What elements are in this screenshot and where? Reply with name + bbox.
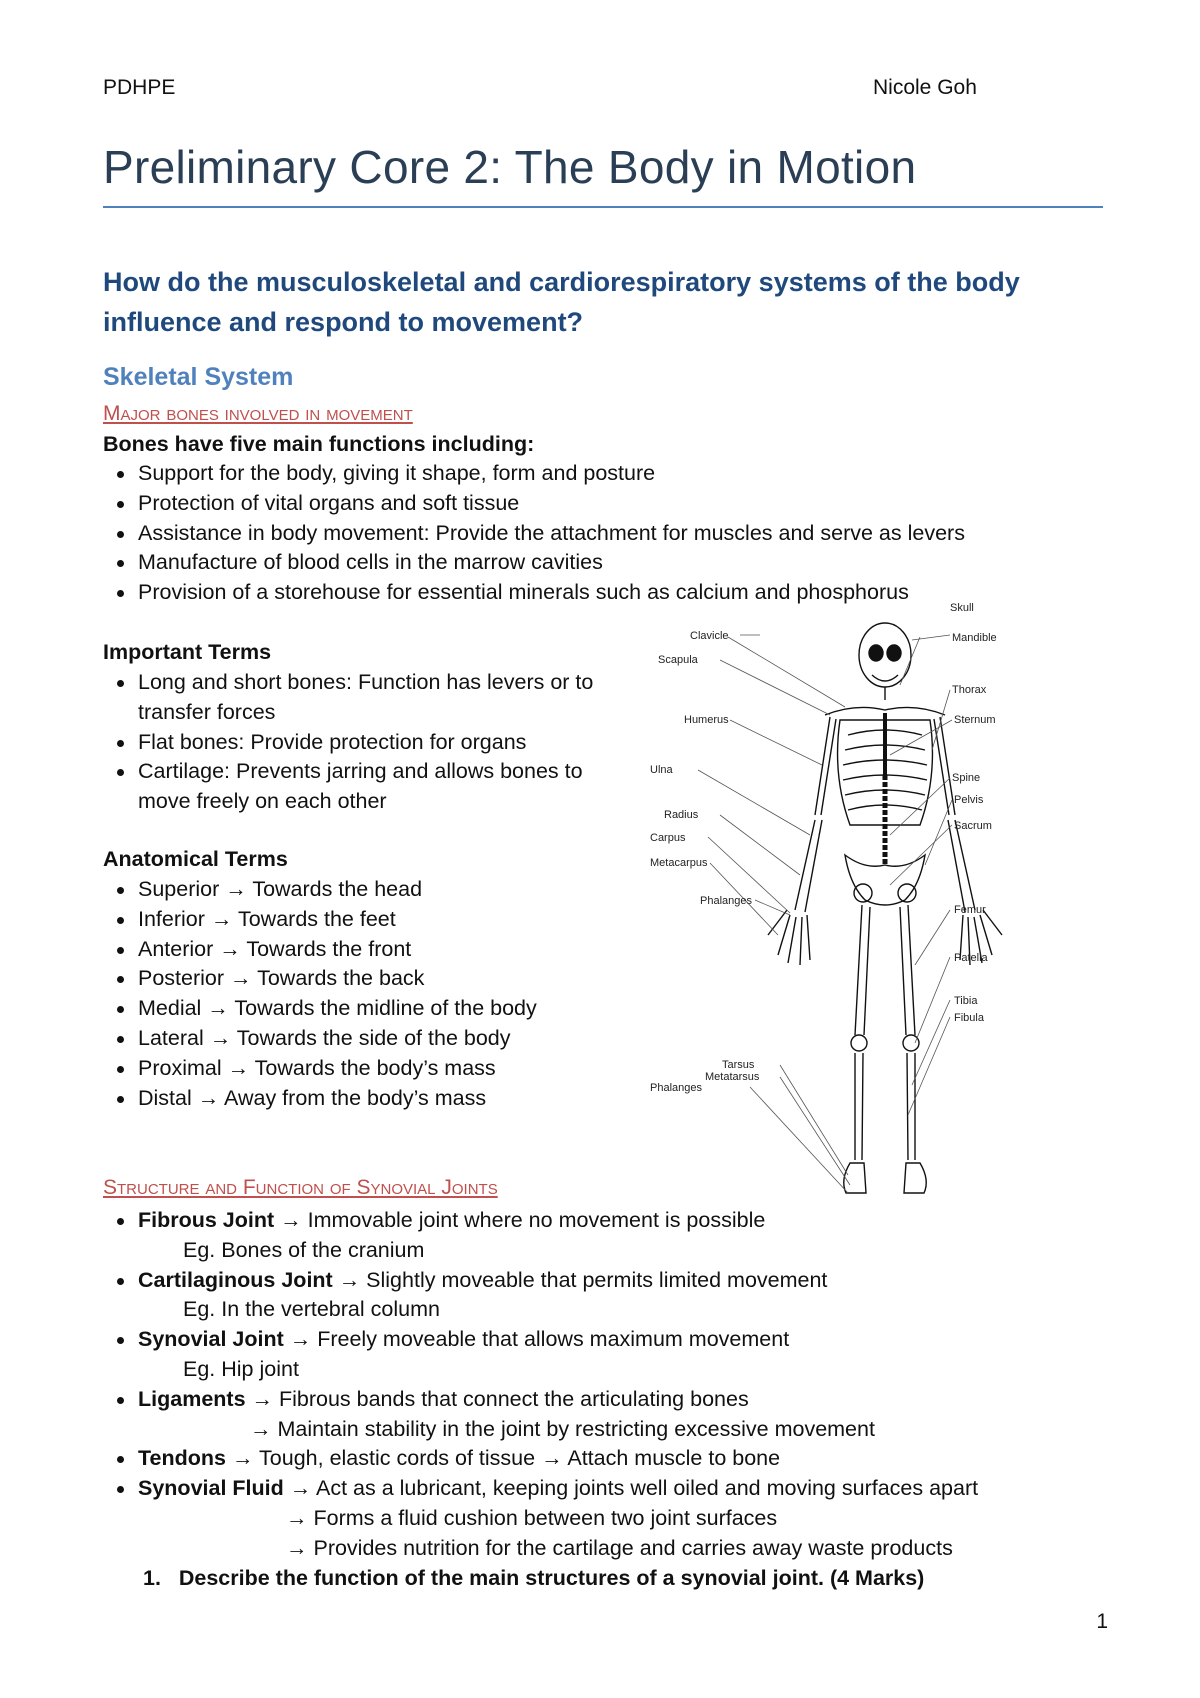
list-item: Cartilaginous Joint → Slightly moveable that permits limited movement <box>103 1266 1103 1296</box>
list-item: Provision of a storehouse for essential minerals such as calcium and phosphorus <box>103 578 1103 608</box>
continuation-line: → Provides nutrition for the cartilage and carries away waste products <box>286 1535 953 1560</box>
list-item: Tendons → Tough, elastic cords of tissue → Attach muscle to bone <box>103 1444 1103 1474</box>
skeleton-diagram <box>650 602 1080 1195</box>
label-sacrum: Sacrum <box>954 820 992 832</box>
label-mandible: Mandible <box>952 632 997 644</box>
title-divider <box>103 206 1103 208</box>
list-item: Flat bones: Provide protection for organs <box>103 728 623 758</box>
list-item: Ligaments → Fibrous bands that connect the articulating bones <box>103 1385 1103 1415</box>
list-item: Posterior → Towards the back <box>103 964 643 994</box>
label-scapula: Scapula <box>658 654 698 666</box>
label-radius: Radius <box>664 809 699 821</box>
page-title: Preliminary Core 2: The Body in Motion <box>103 141 917 193</box>
anatomical-terms-heading: Anatomical Terms <box>103 847 288 871</box>
list-item: Distal → Away from the body’s mass <box>103 1084 643 1114</box>
label-patella: Patella <box>954 952 988 964</box>
section-synovial-joints: Structure and Function of Synovial Joints <box>103 1176 498 1199</box>
list-item: Synovial Fluid → Act as a lubricant, keeping joints well oiled and moving surfaces apart <box>103 1474 1103 1504</box>
list-item: Medial → Towards the midline of the body <box>103 994 643 1024</box>
label-phalanges-hand: Phalanges <box>700 895 752 907</box>
label-metacarpus: Metacarpus <box>650 857 708 869</box>
list-item: Assistance in body movement: Provide the attachment for muscles and serve as levers <box>103 519 1103 549</box>
list-item: Protection of vital organs and soft tissue <box>103 489 1103 519</box>
label-carpus: Carpus <box>650 832 686 844</box>
list-item: Lateral → Towards the side of the body <box>103 1024 643 1054</box>
list-item: Manufacture of blood cells in the marrow cavities <box>103 548 1103 578</box>
label-humerus: Humerus <box>684 714 729 726</box>
list-item: Support for the body, giving it shape, form and posture <box>103 459 1103 489</box>
list-item: Proximal → Towards the body’s mass <box>103 1054 643 1084</box>
label-spine: Spine <box>952 772 981 784</box>
example-line: Eg. Hip joint <box>183 1356 299 1381</box>
list-item: Fibrous Joint → Immovable joint where no movement is possible <box>103 1206 1103 1236</box>
joints-list <box>103 1206 1103 1593</box>
label-skull: Skull <box>950 602 974 614</box>
list-item: Synovial Joint → Freely moveable that allows maximum movement <box>103 1325 1103 1355</box>
anatomical-terms-list <box>103 875 643 1113</box>
functions-intro: Bones have five main functions including: <box>103 432 535 456</box>
label-fibula: Fibula <box>954 1012 984 1024</box>
exam-question: 1. Describe the function of the main structures of a synovial joint. (4 Marks) <box>143 1565 925 1590</box>
header-author: Nicole Goh <box>873 76 977 99</box>
page-number: 1 <box>1096 1610 1108 1633</box>
label-metatarsus: Metatarsus <box>705 1071 760 1083</box>
diagram-labels <box>650 602 997 1094</box>
label-sternum: Sternum <box>954 714 996 726</box>
continuation-line: → Maintain stability in the joint by restricting excessive movement <box>250 1416 875 1441</box>
inquiry-question: How do the musculoskeletal and cardiorespiratory systems of the body influence and respond to movement? <box>103 267 1020 337</box>
list-item: Superior → Towards the head <box>103 875 643 905</box>
label-femur: Femur <box>954 904 986 916</box>
important-terms-list <box>103 668 623 817</box>
label-pelvis: Pelvis <box>954 794 984 806</box>
label-ulna: Ulna <box>650 764 673 776</box>
example-line: Eg. Bones of the cranium <box>183 1237 425 1262</box>
label-thorax: Thorax <box>952 684 987 696</box>
important-terms-heading: Important Terms <box>103 640 272 664</box>
list-item: Anterior → Towards the front <box>103 935 643 965</box>
skeletal-heading: Skeletal System <box>103 363 294 391</box>
list-item: Long and short bones: Function has levers or to transfer forces <box>103 668 623 728</box>
label-clavicle: Clavicle <box>690 630 729 642</box>
continuation-line: → Forms a fluid cushion between two joint surfaces <box>286 1505 778 1530</box>
header-subject: PDHPE <box>103 76 176 99</box>
diagram-leader-lines <box>698 635 952 1193</box>
functions-list <box>103 459 1103 608</box>
example-line: Eg. In the vertebral column <box>183 1297 440 1322</box>
label-tibia: Tibia <box>954 995 978 1007</box>
label-tarsus: Tarsus <box>722 1059 755 1071</box>
list-item: Cartilage: Prevents jarring and allows bones to move freely on each other <box>103 757 623 817</box>
section-major-bones: Major bones involved in movement <box>103 402 413 425</box>
label-phalanges-foot: Phalanges <box>650 1082 702 1094</box>
list-item: Inferior → Towards the feet <box>103 905 643 935</box>
